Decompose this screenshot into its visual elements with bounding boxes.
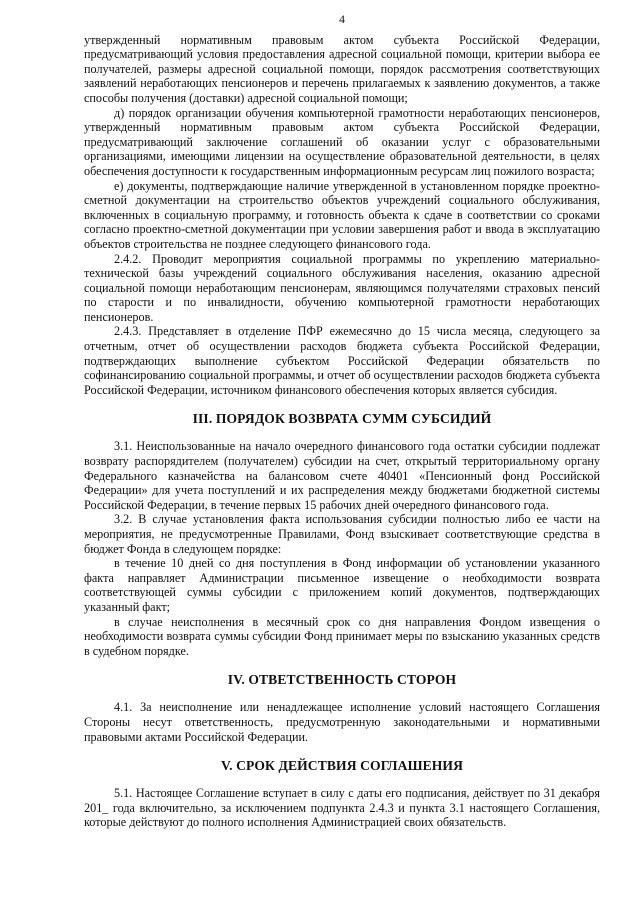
- paragraph-continuation: утвержденный нормативным правовым актом субъекта Российской Федерации, предусматривающий условия предоставления адресной социальной помощи, критерии выбора ее получателей, размеры адресной социальной помощи, порядок рассмотрения соответствующих заявлений неработающих пенсионеров и перечень прилагаемых к заявлению документов, а также способы получения (доставки) адресной социальной помощи;: [84, 32, 600, 105]
- paragraph-2-4-2: 2.4.2. Проводит мероприятия социальной программы по укреплению материально-технической базы учреждений социального обслуживания населения, оказанию адресной социальной помощи неработающим пенсионерам, являющимся получателями страховых пенсий по старости и по инвалидности, обучению компьютерной грамотности неработающих пенсионеров.: [84, 251, 600, 324]
- page-number: 4: [339, 12, 345, 26]
- section-5-heading: V. СРОК ДЕЙСТВИЯ СОГЛАШЕНИЯ: [220, 758, 464, 774]
- paragraph-item-e: е) документы, подтверждающие наличие утвержденной в установленном порядке проектно-сметной документации на строительство объектов учреждений социального обслуживания, включенных в социальную программу, и готовность объекта к сдаче в соответствии со сроками согласно проектно-сметной документации при условии завершения работ и ввода в эксплуатацию объектов строительства не позднее следующего финансового года.: [84, 178, 600, 251]
- paragraph-4-1: 4.1. За неисполнение или ненадлежащее исполнение условий настоящего Соглашения Стороны несут ответственность, предусмотренную законодательными и нормативными правовыми актами Российской Федерации.: [84, 700, 600, 744]
- paragraph-3-2: 3.2. В случае установления факта использования субсидии полностью либо ее части на мероприятия, не предусмотренные Правилами, Фонд взыскивает соответствующие средства в бюджет Фонда в следующем порядке:: [84, 512, 600, 556]
- paragraph-3-1: 3.1. Неиспользованные на начало очередного финансового года остатки субсидии подлежат возврату распорядителем (получателем) субсидии на счет, открытый территориальному органу Федерального казначейства на балансовом счете 40401 «Пенсионный фонд Российской Федерации» для учета поступлений и их распределения между бюджетами бюджетной системы Российской Федерации, в течение первых 15 рабочих дней очередного финансового года.: [84, 439, 600, 512]
- section-4-heading: IV. ОТВЕТСТВЕННОСТЬ СТОРОН: [227, 672, 457, 688]
- paragraph-2-4-3: 2.4.3. Представляет в отделение ПФР ежемесячно до 15 числа месяца, следующего за отчетным, отчет об осуществлении расходов бюджета субъекта Российской Федерации, подтверждающих выполнение субъектом Российской Федерации обязательств по софинансированию социальной программы, и отчет об осуществлении расходов бюджета субъекта Российской Федерации, источником финансового обеспечения которых является субсидия.: [84, 324, 600, 397]
- section-3-heading: III. ПОРЯДОК ВОЗВРАТА СУММ СУБСИДИЙ: [192, 411, 492, 427]
- paragraph-3-2-step-1: в течение 10 дней со дня поступления в Фонд информации об установлении указанного факта направляет Администрации письменное извещение о необходимости возврата соответствующей суммы субсидии с приложением копий документов, подтверждающих указанный факт;: [84, 556, 600, 614]
- paragraph-item-d: д) порядок организации обучения компьютерной грамотности неработающих пенсионеров, утвержденный нормативным правовым актом субъекта Российской Федерации, предусматривающий заключение соглашений об оказании услуг с образовательными организациями, имеющими лицензии на осуществление образовательной деятельности, в целях обеспечения доступности к государственным информационным ресурсам лиц пожилого возраста;: [84, 105, 600, 178]
- paragraph-3-2-step-2: в случае неисполнения в месячный срок со дня направления Фондом извещения о необходимости возврата суммы субсидии Фонд принимает меры по взысканию указанных средств в судебном порядке.: [84, 614, 600, 658]
- paragraph-5-1: 5.1. Настоящее Соглашение вступает в силу с даты его подписания, действует по 31 декабря 201_ года включительно, за исключением подпункта 2.4.3 и пункта 3.1 настоящего Соглашения, которые действуют до полного исполнения Администрацией своих обязательств.: [84, 786, 600, 830]
